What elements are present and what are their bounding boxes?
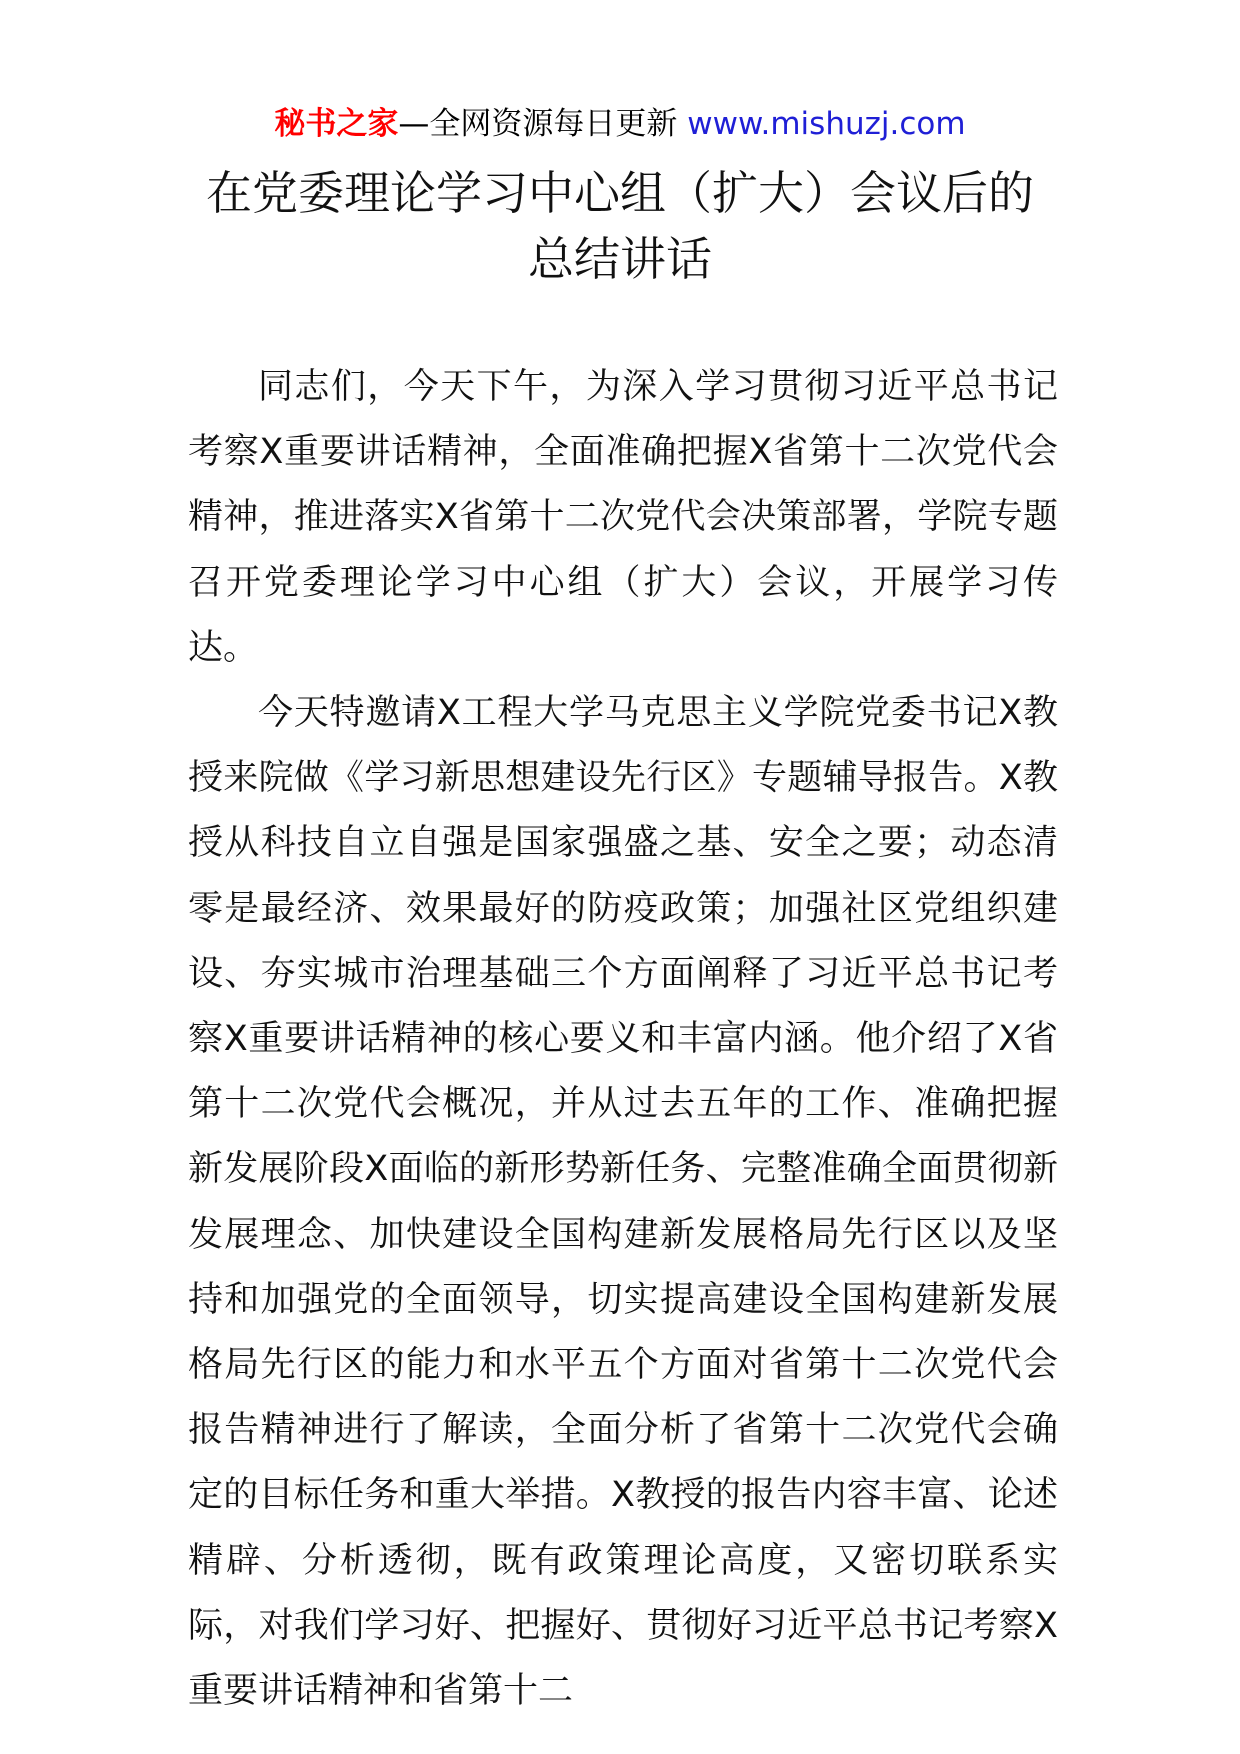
document-title — [150, 160, 1090, 292]
brand-name: 秘书之家 — [274, 106, 399, 142]
site-url-link[interactable]: www.mishuzj.com — [687, 106, 966, 142]
document-body — [188, 355, 1058, 1724]
site-header — [0, 100, 1240, 148]
paragraph-1: 同志们，今天下午，为深入学习贯彻习近平总书记考察X重要讲话精神，全面准确把握X省第十二次党代会精神，推进落实X省第十二次党代会决策部署，学院专题召开党委理论学习中心组（扩大）会议，开展学习传达。 — [188, 367, 1058, 668]
title-line-1: 在党委理论学习中心组（扩大）会议后的 — [206, 166, 1034, 220]
paragraph-2: 今天特邀请X工程大学马克思主义学院党委书记X教授来院做《学习新思想建设先行区》专题辅导报告。X教授从科技自立自强是国家强盛之基、安全之要；动态清零是最经济、效果最好的防疫政策；加强社区党组织建设、夯实城市治理基础三个方面阐释了习近平总书记考察X重要讲话精神的核心要义和丰富内涵。他介绍了X省第十二次党代会概况，并从过去五年的工作、准确把握新发展阶段X面临的新形势新任务、完整准确全面贯彻新发展理念、加快建设全国构建新发展格局先行区以及坚持和加强党的全面领导，切实提高建设全国构建新发展格局先行区的能力和水平五个方面对省第十二次党代会报告精神进行了解读，全面分析了省第十二次党代会确定的目标任务和重大举措。X教授的报告内容丰富、论述精辟、分析透彻，既有政策理论高度，又密切联系实际，对我们学习好、把握好、贯彻好习近平总书记考察X重要讲话精神和省第十二 — [188, 693, 1058, 1712]
header-tagline: —全网资源每日更新 — [398, 106, 688, 142]
title-line-2: 总结讲话 — [528, 232, 712, 286]
